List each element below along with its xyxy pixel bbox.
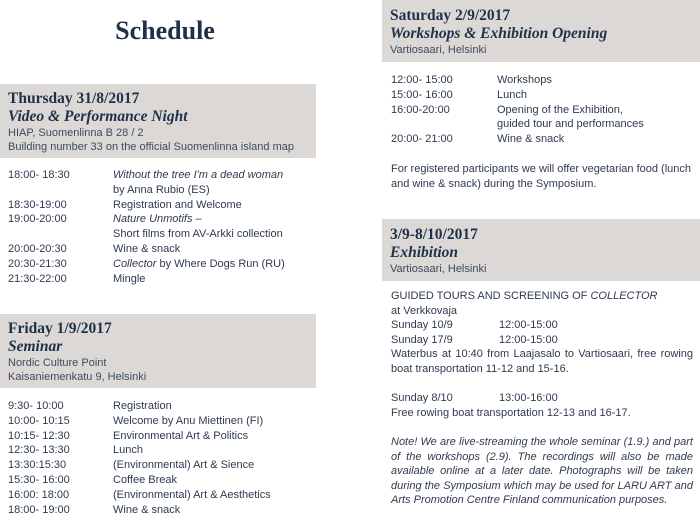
friday-subtitle: Seminar xyxy=(8,338,63,355)
schedule-row: 12:30- 13:30 Lunch xyxy=(8,444,143,457)
saturday-date: Saturday 2/9/2017 xyxy=(390,7,511,24)
schedule-row: Short films from AV-Arkki collection xyxy=(113,228,283,241)
schedule-row: 21:30-22:00 Mingle xyxy=(8,272,146,285)
saturday-location: Vartiosaari, Helsinki xyxy=(390,44,487,56)
exhibition-subtitle: Exhibition xyxy=(390,244,459,261)
exhibition-location: Vartiosaari, Helsinki xyxy=(390,263,487,275)
friday-schedule xyxy=(8,399,328,517)
friday-date: Friday 1/9/2017 xyxy=(8,320,112,337)
guided-tours xyxy=(391,289,693,508)
schedule-row: 13:30:15:30 (Environmental) Art & Sience xyxy=(8,459,255,472)
schedule-row: 15:30- 16:00 Coffee Break xyxy=(8,473,178,486)
tours-heading: GUIDED TOURS AND SCREENING OF COLLECTOR xyxy=(391,290,658,302)
saturday-schedule xyxy=(391,73,696,147)
schedule-row: 18:00- 19:00 Wine & snack xyxy=(8,503,181,516)
exhibition-date: 3/9-8/10/2017 xyxy=(390,226,478,243)
schedule-row: 20:00- 21:00 Wine & snack xyxy=(391,133,565,146)
schedule-row: guided tour and performances xyxy=(497,118,644,131)
schedule-row: 16:00: 18:00 (Environmental) Art & Aesthetics xyxy=(8,488,271,501)
page-title: Schedule xyxy=(115,16,215,45)
friday-location-1: Nordic Culture Point xyxy=(8,357,107,369)
tour-session: Sunday 17/9 12:00-15:00 xyxy=(391,333,558,346)
schedule-row: 20:30-21:30 Collector by Where Dogs Run (RU) xyxy=(8,257,285,270)
schedule-row: 19:00-20:00 Nature Unmotifs – xyxy=(8,213,202,226)
rowing-info: Free rowing boat transportation 12-13 and 16-17. xyxy=(391,406,631,419)
thursday-date: Thursday 31/8/2017 xyxy=(8,90,140,107)
thursday-location-1: HIAP, Suomenlinna B 28 / 2 xyxy=(8,127,144,139)
livestream-note: Note! We are live-streaming the whole seminar (1.9.) and part of the workshops (2.9). The recordings will also be made available online at a later date. Photographs will be taken during the Symposium which may be used for LARU ART and Arts Promotion Centre Finland communication purposes. xyxy=(391,435,693,507)
schedule-row: 18:00- 18:30 Without the tree I'm a dead woman xyxy=(8,169,284,181)
thursday-schedule xyxy=(8,168,328,286)
tours-place: at Verkkovaja xyxy=(391,304,458,317)
tour-session: Sunday 8/10 13:00-16:00 xyxy=(391,392,558,405)
thursday-subtitle: Video & Performance Night xyxy=(8,108,188,125)
exhibition-header xyxy=(382,219,700,281)
thursday-location-2: Building number 33 on the official Suomenlinna island map xyxy=(8,141,294,153)
saturday-note: For registered participants we will offer vegetarian food (lunch and wine & snack) during the Symposium. xyxy=(391,163,692,190)
schedule-row: 10:15- 12:30 Environmental Art & Politics xyxy=(8,429,249,442)
schedule-row: 18:30-19:00 Registration and Welcome xyxy=(8,198,242,211)
schedule-row: 9:30- 10:00 Registration xyxy=(8,400,172,412)
thursday-header xyxy=(0,84,316,158)
tour-session: Sunday 10/9 12:00-15:00 xyxy=(391,319,558,332)
friday-header xyxy=(0,314,316,388)
schedule-row: by Anna Rubio (ES) xyxy=(113,183,210,196)
friday-location-2: Kaisaniemenkatu 9, Helsinki xyxy=(8,371,147,383)
schedule-row: 20:00-20:30 Wine & snack xyxy=(8,242,181,255)
waterbus-info: Waterbus at 10:40 from Laajasalo to Vartiosaari, free rowing boat transportation 11-12 and 15-16. xyxy=(391,348,693,375)
schedule-row: 10:00- 10:15 Welcome by Anu Miettinen (FI) xyxy=(8,414,264,427)
schedule-row: 16:00-20:00 Opening of the Exhibition, xyxy=(391,103,623,116)
schedule-row: 15:00- 16:00 Lunch xyxy=(391,88,527,101)
saturday-subtitle: Workshops & Exhibition Opening xyxy=(390,25,608,42)
schedule-row: 12:00- 15:00 Workshops xyxy=(391,74,552,86)
saturday-header xyxy=(382,0,700,62)
